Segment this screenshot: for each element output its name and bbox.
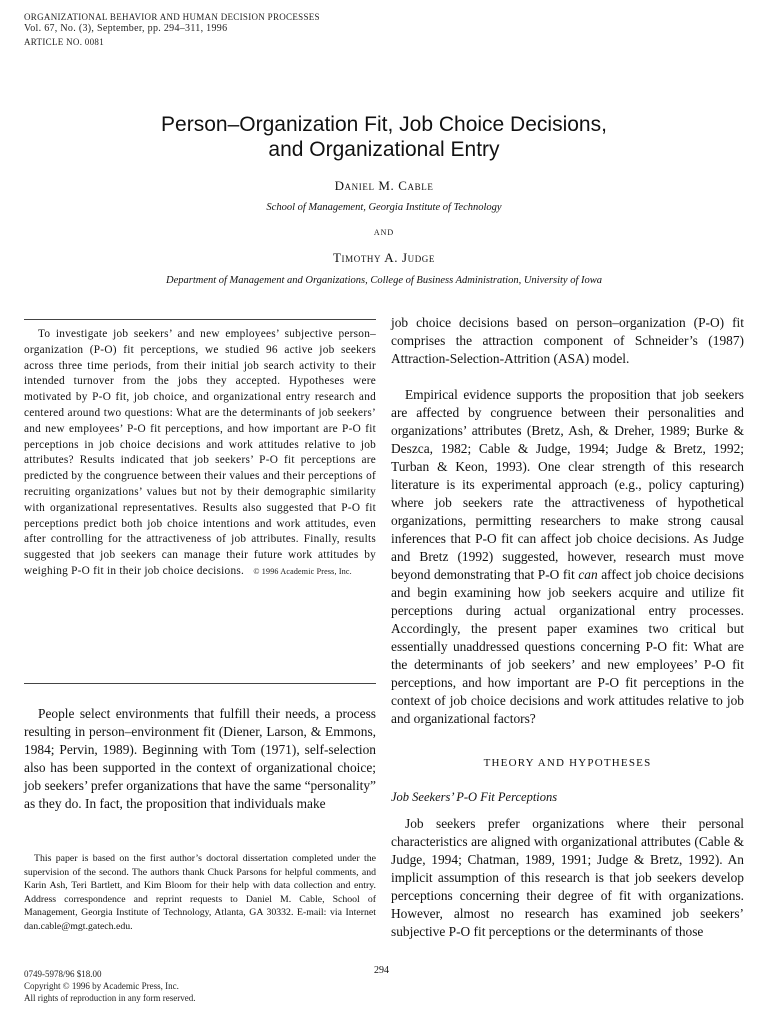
affiliation-1: School of Management, Georgia Institute of Technology: [266, 202, 502, 213]
abstract: [24, 327, 376, 580]
author-1: Daniel M. Cable: [334, 178, 434, 193]
footer-copyright: Copyright © 1996 by Academic Press, Inc.: [24, 981, 179, 991]
right-paragraph-2-start: Empirical evidence supports the proposition that job seekers are affected by congruence between their personalities and organizations’ attributes (Bretz, Ash, & Dreher, 1989; Burke & Deszca, 1982; Cable & Judge, 1994; Judge & Bretz, 1992; Turban & Keon, 1993). One clear strength of this research literature is its experimental approach (e.g., policy capturing) where job seekers rate the attractiveness of hypothetical organizations, permitting researchers to make strong causal inferences that P-O fit can affect job choice decisions. As Judge and Bretz (1992) suggested, however, research must move beyond demonstrating that P-O fit: [391, 387, 744, 582]
affiliation-2: Department of Management and Organizations, College of Business Administration, University of Iowa: [165, 275, 603, 286]
paper-title-line-1: Person–Organization Fit, Job Choice Decisions,: [161, 113, 607, 136]
section-heading: THEORY AND HYPOTHESES: [483, 757, 652, 769]
abstract-copyright: © 1996 Academic Press, Inc.: [253, 566, 352, 576]
abstract-top-rule: [24, 319, 376, 320]
abstract-text: To investigate job seekers’ and new employees’ subjective person–organization (P-O) fit perceptions, we studied 96 active job seekers across three time periods, from their initial job search activity to their intended turnover from the jobs they accepted. Hypotheses were motivated by P-O fit, job choice, and organizational entry research and centered around two questions: What are the determinants of job seekers’ and new employees’ P-O fit perceptions, and how important are P-O fit perceptions in job choice decisions and work attitudes relative to job attributes? Results indicated that job seekers’ P-O fit perceptions are predicted by the congruence between their values and their perceptions of recruiting organizations’ values but not by their demographic similarity with organizational representatives. Results also suggested that P-O fit perceptions predict both job choice intentions and work attitudes, even after controlling for the attractiveness of job attributes. Finally, results suggested that job seekers can manage their future work attitudes by weighing P-O fit in their job choice decisions.: [24, 328, 376, 577]
footer-rights: All rights of reproduction in any form reserved.: [24, 993, 196, 1003]
footnote: This paper is based on the first author’s doctoral dissertation completed under the supervision of the second. The authors thank Chuck Parsons for helpful comments, and Karin Ash, Teri Bartlett, and Kim Bloom for their help with data collection and entry. Address correspondence and reprint requests to Daniel M. Cable, School of Management, Georgia Institute of Technology, Atlanta, GA 30332. E-mail: via Internet dan.cable@mgt.gatech.edu.: [24, 853, 376, 932]
article-number: ARTICLE NO. 0081: [24, 37, 105, 47]
subsection-heading: Job Seekers’ P-O Fit Perceptions: [391, 790, 558, 804]
author-separator: and: [373, 226, 395, 238]
emphasis-can: can: [578, 567, 598, 582]
abstract-bottom-rule: [24, 683, 376, 684]
right-paragraph-2: [391, 386, 744, 728]
right-paragraph-1: job choice decisions based on person–organization (P-O) fit comprises the attraction component of Schneider’s (1987) Attraction-Selection-Attrition (ASA) model.: [391, 315, 744, 366]
paper-title-line-2: and Organizational Entry: [268, 138, 500, 161]
page-number: 294: [374, 965, 389, 976]
volume-info: Vol. 67, No. (3), September, pp. 294–311, 1996: [24, 23, 228, 34]
price-code: 0749-5978/96 $18.00: [24, 969, 102, 979]
journal-name: ORGANIZATIONAL BEHAVIOR AND HUMAN DECISION PROCESSES: [24, 12, 320, 22]
right-paragraph-3: Job seekers prefer organizations where their personal characteristics are aligned with organizational attributes (Cable & Judge, 1994; Chatman, 1989, 1991; Judge & Bretz, 1992). An implicit assumption of this research is that job seekers develop perceptions concerning their degree of fit with organizations. However, almost no research has examined job seekers’ subjective P-O fit perceptions or the determinants of those: [391, 816, 744, 939]
intro-paragraph: People select environments that fulfill their needs, a process resulting in person–environment fit (Diener, Larson, & Emmons, 1984; Pervin, 1989). Beginning with Tom (1971), self-selection also has been supported in the context of organizational choice; job seekers’ prefer organizations that have the same “personality” as they do. In fact, the proposition that individuals make: [24, 706, 376, 811]
right-paragraph-2-end: affect job choice decisions and begin examining how job seekers acquire and utilize fit perceptions during actual organizational entry processes. Accordingly, the present paper examines two critical but essentially unaddressed questions concerning P-O fit: What are the determinants of job seekers’ and new employees’ P-O fit perceptions, and how important are P-O fit perceptions in the context of job choice decisions and work attitudes relative to job and organizational factors?: [391, 567, 744, 726]
author-2: Timothy A. Judge: [332, 250, 435, 265]
